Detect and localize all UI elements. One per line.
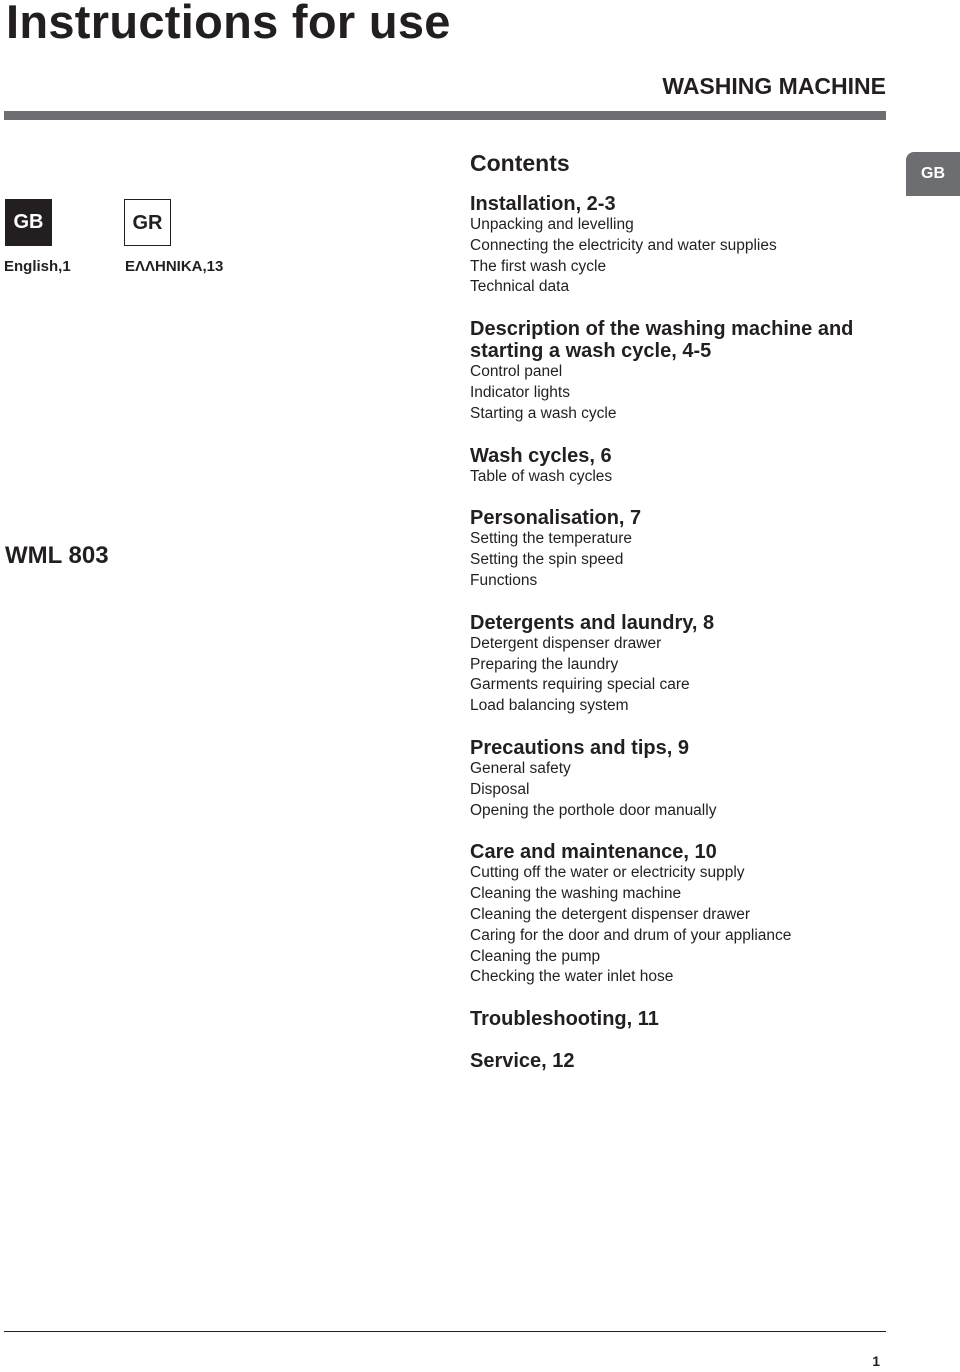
toc-section-title[interactable]: Personalisation, 7 <box>470 507 642 530</box>
toc-item[interactable]: Starting a wash cycle <box>470 404 617 422</box>
toc-section <box>470 445 890 488</box>
toc-item[interactable]: Functions <box>470 571 538 589</box>
toc-section <box>470 1050 890 1072</box>
toc-section-title[interactable]: Precautions and tips, 9 <box>470 736 689 759</box>
toc-item[interactable]: Checking the water inlet hose <box>470 968 674 986</box>
toc-section <box>470 193 890 298</box>
toc-section-title[interactable]: Care and maintenance, 10 <box>470 841 717 864</box>
toc-item[interactable]: Disposal <box>470 780 530 798</box>
toc-section-title[interactable]: Description of the washing machine and starting a wash cycle, 4-5 <box>470 318 854 363</box>
toc-item[interactable]: Table of wash cycles <box>470 467 613 485</box>
toc-section-title[interactable]: Installation, 2-3 <box>470 193 616 215</box>
toc-item[interactable]: Unpacking and levelling <box>470 216 634 233</box>
product-type: WASHING MACHINE <box>662 73 886 99</box>
toc-item[interactable]: Cleaning the washing machine <box>470 885 682 903</box>
toc-item[interactable]: General safety <box>470 759 571 777</box>
toc-section <box>470 841 890 988</box>
toc-item[interactable]: Preparing the laundry <box>470 655 619 673</box>
language-side-tab: GB <box>906 152 960 196</box>
toc-item[interactable]: Detergent dispenser drawer <box>470 634 662 652</box>
toc-section-title[interactable]: Service, 12 <box>470 1050 575 1073</box>
toc-item[interactable]: Load balancing system <box>470 697 629 715</box>
toc-section <box>470 612 890 717</box>
header-divider <box>4 111 886 120</box>
toc-section <box>470 507 890 591</box>
toc-item[interactable]: Cleaning the detergent dispenser drawer <box>470 905 751 923</box>
toc-item[interactable]: Cutting off the water or electricity supply <box>470 864 745 882</box>
toc-item[interactable]: Opening the porthole door manually <box>470 801 717 819</box>
toc-item[interactable]: Technical data <box>470 278 570 296</box>
model-number: WML 803 <box>5 542 109 569</box>
language-label-greek[interactable]: ΕΛΛΗΝΙΚΑ,13 <box>125 258 224 275</box>
language-label-english[interactable]: English,1 <box>4 258 71 275</box>
toc-section <box>470 737 890 821</box>
language-badge-gr[interactable]: GR <box>124 199 171 246</box>
toc-item[interactable]: Cleaning the pump <box>470 947 601 965</box>
toc-section <box>470 318 890 424</box>
toc-item[interactable]: The first wash cycle <box>470 257 607 275</box>
toc-item[interactable]: Caring for the door and drum of your appliance <box>470 926 792 944</box>
toc-item[interactable]: Control panel <box>470 363 563 381</box>
contents-heading: Contents <box>470 150 570 176</box>
document-title: Instructions for use <box>6 0 451 48</box>
table-of-contents <box>470 193 890 1072</box>
toc-item[interactable]: Setting the spin speed <box>470 551 624 569</box>
footer-divider <box>4 1331 886 1332</box>
toc-item[interactable]: Setting the temperature <box>470 530 632 548</box>
toc-section-title[interactable]: Troubleshooting, 11 <box>470 1008 659 1031</box>
toc-item[interactable]: Connecting the electricity and water supplies <box>470 236 777 254</box>
toc-item[interactable]: Indicator lights <box>470 383 570 401</box>
toc-item[interactable]: Garments requiring special care <box>470 676 690 694</box>
language-badge-gb[interactable]: GB <box>5 199 52 246</box>
toc-section <box>470 1008 890 1030</box>
page-number: 1 <box>872 1353 880 1369</box>
toc-section-title[interactable]: Wash cycles, 6 <box>470 444 612 467</box>
toc-section-title[interactable]: Detergents and laundry, 8 <box>470 611 715 634</box>
